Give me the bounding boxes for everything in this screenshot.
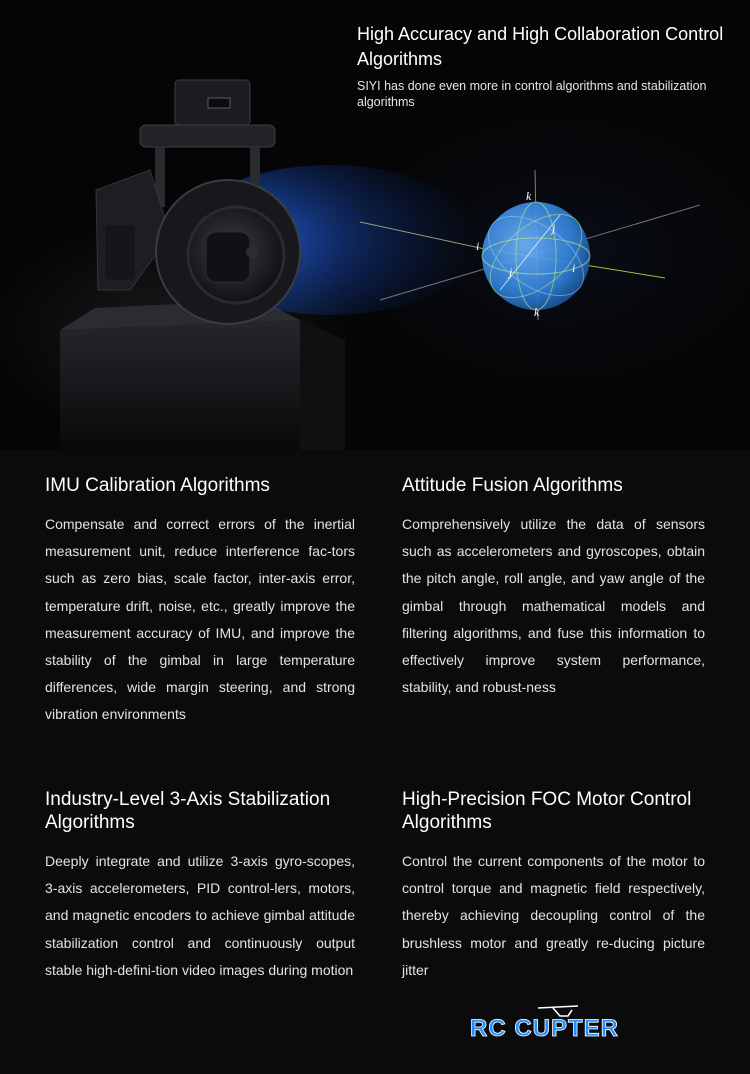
section-foc-motor-control <box>402 788 705 984</box>
section-title: Industry-Level 3-Axis Stabilization Algorithms <box>45 789 331 833</box>
section-title: IMU Calibration Algorithms <box>45 475 270 496</box>
axis-label-j-lower: j <box>509 265 513 279</box>
section-attitude-fusion <box>402 474 705 701</box>
section-body: Deeply integrate and utilize 3-axis gyro-scopes, 3-axis accelerometers, PID control-lers, motors, and magnetic encoders to achieve gimbal attitude stabilization control and continuously output stable high-defini-tion video images during motion <box>45 853 355 978</box>
axis-label-i-left: i <box>476 239 480 253</box>
section-title: High-Precision FOC Motor Control Algorithms <box>402 789 692 833</box>
pedestal-shape <box>60 300 345 450</box>
axis-label-j-upper: j <box>552 221 556 235</box>
section-body: Control the current components of the motor to control torque and magnetic field respectively, thereby achieving decoupling control of the brushless motor and greatly re-ducing picture jitter <box>402 853 705 978</box>
hero-subtitle: SIYI has done even more in control algorithms and stabilization algorithms <box>357 79 707 109</box>
section-imu-calibration <box>45 474 355 729</box>
rc-cupter-logo <box>468 1002 658 1042</box>
hero-title: High Accuracy and High Collaboration Control Algorithms <box>357 24 724 69</box>
section-3-axis-stabilization <box>45 788 355 984</box>
gimbal-camera-illustration <box>96 80 300 324</box>
axis-label-k-bottom: k <box>534 305 540 319</box>
hero-banner <box>0 0 750 450</box>
orientation-sphere <box>475 198 598 313</box>
section-body: Comprehensively utilize the data of sensors such as accelerometers and gyroscopes, obtain the pitch angle, roll angle, and yaw angle of the gimbal through mathematical models and filtering algorithms, and fuse this information to effectively improve system performance, stability, and robust-ness <box>402 516 705 696</box>
section-body: Compensate and correct errors of the inertial measurement unit, reduce interference fac-tors such as zero bias, scale factor, inter-axis error, temperature drift, noise, etc., greatly improve the measurement accuracy of IMU, and improve the stability of the gimbal in large temperature differences, wide margin steering, and strong vibration environments <box>45 516 355 723</box>
axis-label-k-top: k <box>526 189 532 203</box>
logo-text: RC CUPTER <box>470 1015 620 1042</box>
section-title: Attitude Fusion Algorithms <box>402 475 623 496</box>
axis-label-i-right: i <box>572 261 576 275</box>
